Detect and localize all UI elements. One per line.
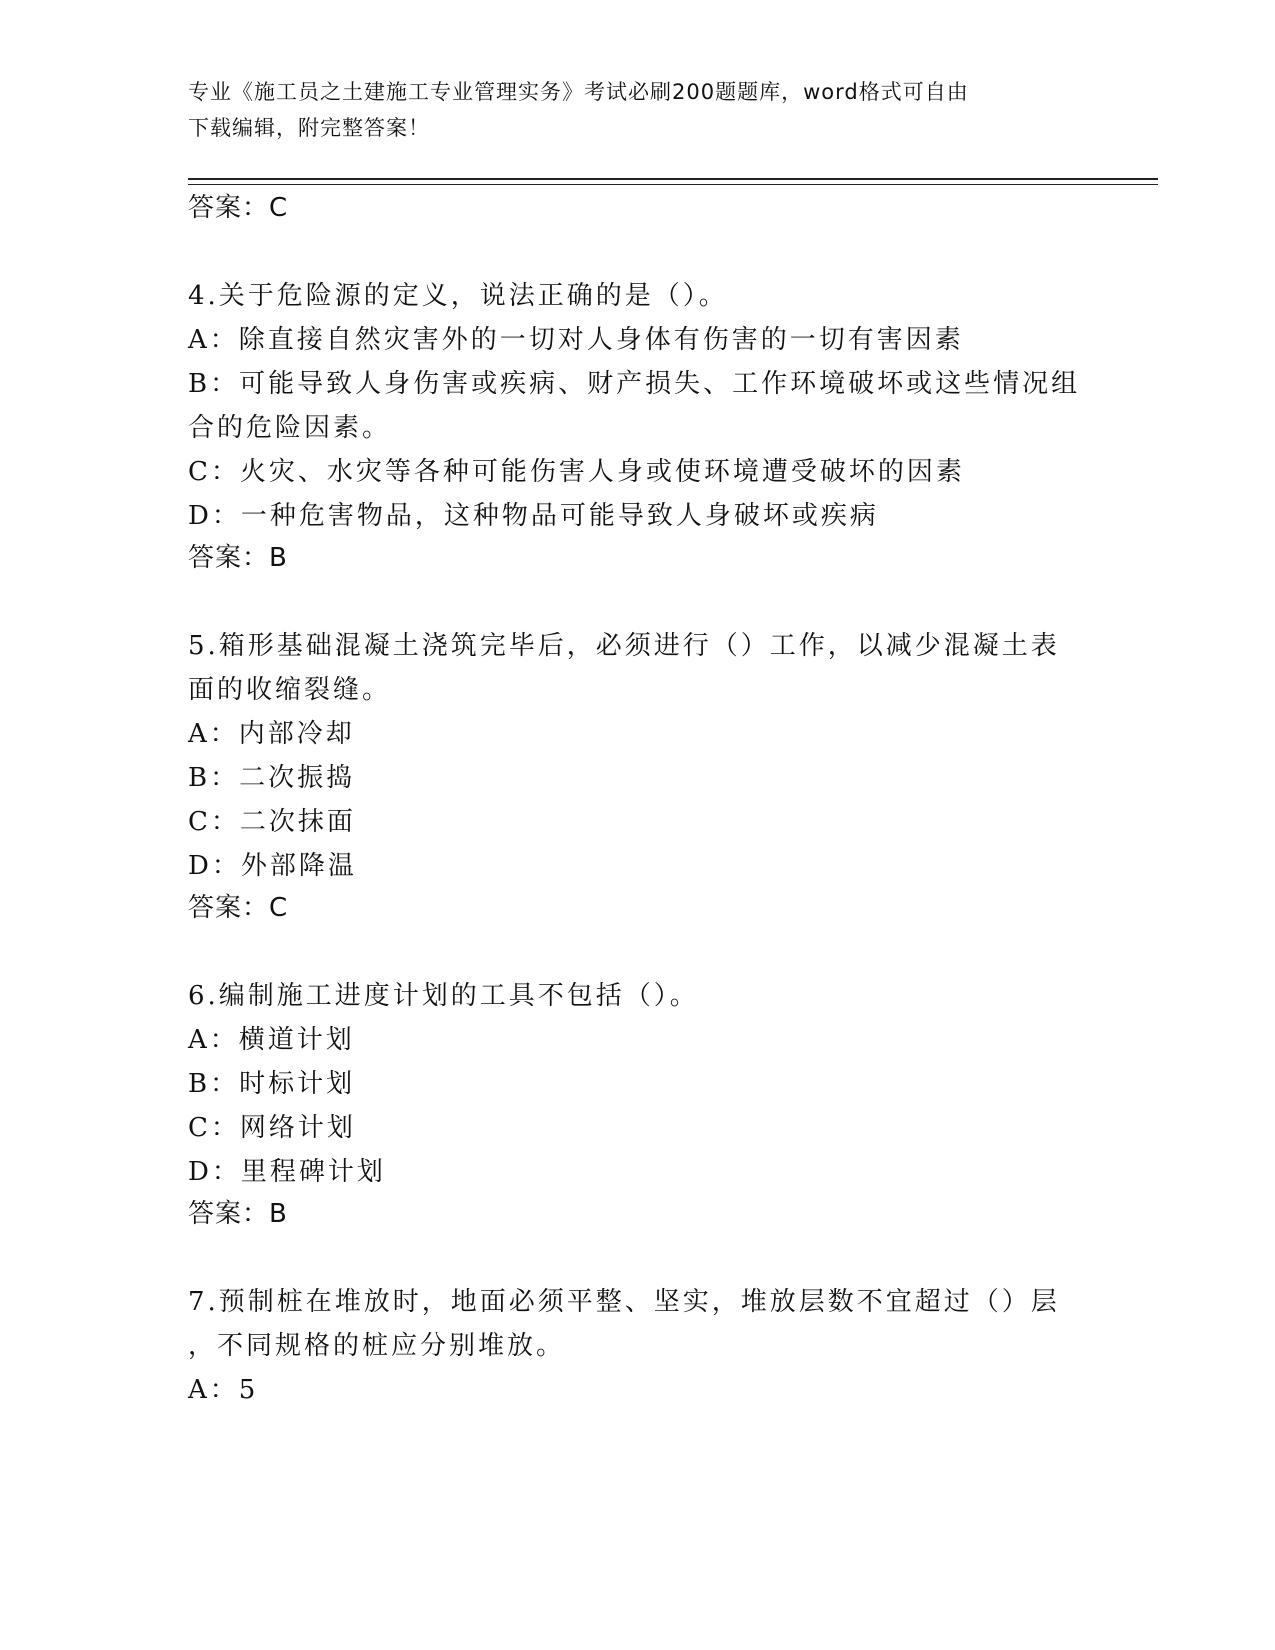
- question-6-option-b: B：时标计划: [188, 1069, 356, 1099]
- header-divider: [188, 178, 1158, 180]
- question-5-answer: 答案：C: [188, 893, 289, 923]
- question-5-option-a: A：内部冷却: [188, 719, 355, 749]
- question-4-option-b: B：可能导致人身伤害或疾病、财产损失、工作环境破坏或这些情况组: [188, 369, 1081, 399]
- question-4-option-c: C：火灾、水灾等各种可能伤害人身或使环境遭受破坏的因素: [188, 457, 965, 487]
- question-6-option-d: D：里程碑计划: [188, 1157, 386, 1187]
- header-line-1: 专业《施工员之土建施工专业管理实务》考试必刷200题题库，word格式可自由: [188, 80, 969, 104]
- question-4-option-a: A：除直接自然灾害外的一切对人身体有伤害的一切有害因素: [188, 325, 964, 355]
- question-5-option-b: B：二次振捣: [188, 763, 356, 793]
- question-5-option-d: D：外部降温: [188, 851, 357, 881]
- header-line-2: 下载编辑，附完整答案！: [188, 116, 430, 140]
- question-6-text: 6.编制施工进度计划的工具不包括（）。: [188, 981, 699, 1011]
- question-4-option-b-cont: 合的危险因素。: [188, 413, 392, 443]
- question-7-option-a: A：5: [188, 1375, 259, 1405]
- header-divider-thin: [188, 184, 1158, 185]
- question-4-text: 4.关于危险源的定义，说法正确的是（）。: [188, 281, 728, 311]
- question-5-text-cont: 面的收缩裂缝。: [188, 675, 392, 705]
- question-4-answer: 答案：B: [188, 543, 288, 573]
- question-6-option-a: A：横道计划: [188, 1025, 355, 1055]
- question-7-text-cont: ，不同规格的桩应分别堆放。: [188, 1331, 566, 1361]
- question-7-text: 7.预制桩在堆放时，地面必须平整、坚实，堆放层数不宜超过（）层: [188, 1287, 1060, 1317]
- question-5-text: 5.箱形基础混凝土浇筑完毕后，必须进行（）工作，以减少混凝土表: [188, 631, 1060, 661]
- document-header: [188, 74, 1088, 146]
- answer-previous: 答案：C: [188, 193, 289, 223]
- question-6-option-c: C：网络计划: [188, 1113, 356, 1143]
- question-5-option-c: C：二次抹面: [188, 807, 356, 837]
- question-4-option-d: D：一种危害物品，这种物品可能导致人身破坏或疾病: [188, 501, 879, 531]
- question-6-answer: 答案：B: [188, 1199, 288, 1229]
